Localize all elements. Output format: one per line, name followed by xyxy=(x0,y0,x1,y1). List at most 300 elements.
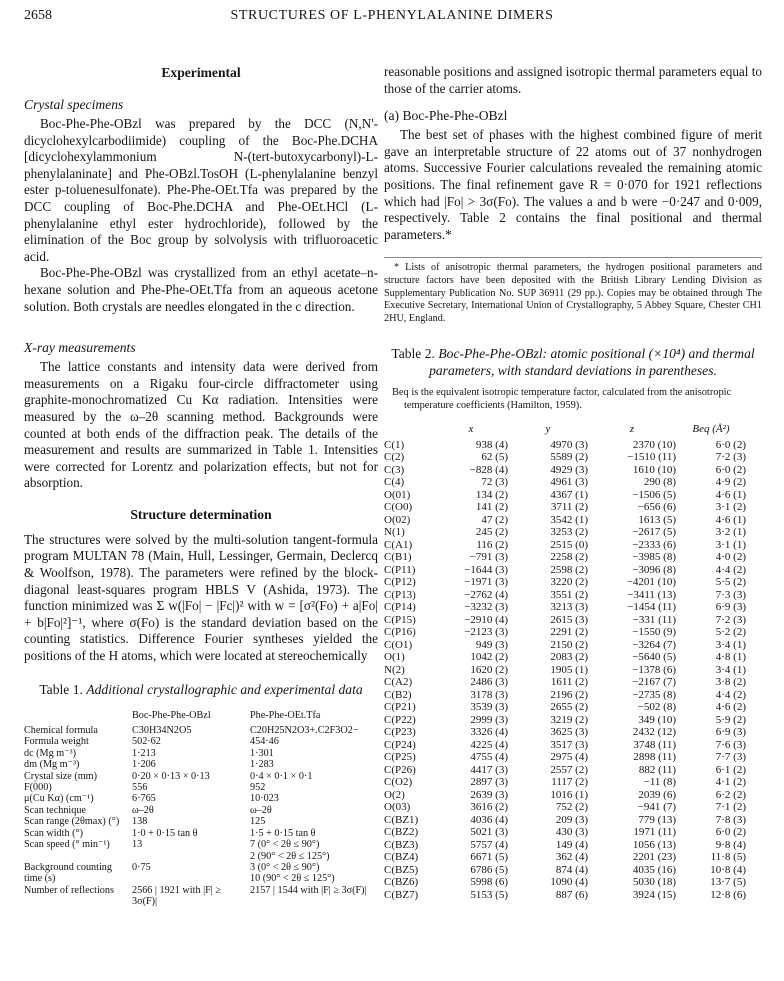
page-number: 2658 xyxy=(24,8,52,23)
table1-cell: μ(Cu Kα) (cm⁻¹) xyxy=(24,793,94,805)
table2-cell: 4·4 (2) xyxy=(715,563,746,576)
table2-cell: 2557 (2) xyxy=(550,763,588,776)
table1-cell: 1·206 xyxy=(132,759,156,771)
table2-cell: 1613 (5) xyxy=(638,513,676,526)
table2-cell: 2432 (12) xyxy=(632,726,676,739)
table2-col-header: y xyxy=(545,422,551,435)
table2-atom-label: C(P14) xyxy=(384,601,416,614)
table2-atom-label: O(1) xyxy=(384,651,405,664)
table1-cell: 1·5 + 0·15 tan θ xyxy=(250,827,316,839)
paragraph-continued: reasonable positions and assigned isotropic thermal parameters equal to those of the carrier atoms. xyxy=(384,64,762,96)
table2-cell: 10·8 (4) xyxy=(710,863,746,876)
table2-cell: 2039 (6) xyxy=(638,788,676,801)
table2-row xyxy=(384,564,746,577)
table1-row xyxy=(24,816,378,827)
table2-cell: 62 (5) xyxy=(481,451,508,464)
table2-cell: 3·1 (2) xyxy=(715,501,746,514)
table2-cell: 6·0 (2) xyxy=(715,438,746,451)
table2-cell: −4201 (10) xyxy=(626,576,676,589)
table2-cell: 9·8 (4) xyxy=(715,838,746,851)
table2-cell: 4035 (16) xyxy=(632,863,676,876)
running-title: STRUCTURES OF L-PHENYLALANINE DIMERS xyxy=(230,8,554,23)
table1-row xyxy=(24,759,378,770)
table2-cell: 874 (4) xyxy=(555,863,588,876)
table2-atom-label: C(P22) xyxy=(384,713,416,726)
table2-row xyxy=(384,551,746,564)
paragraph-xray: The lattice constants and intensity data were derived from measurements on a Rigaku four-circle diffractometer using graphite-monochromatized Cu Kα radiation. Intensities were measured by the ω–2θ scanning method. Backgrounds were counted at both ends of the diffraction peak. The details of the measurement and results are summarized in Table 1. Intensities were corrected for Lorentz and polarization effects, but not for absorption. xyxy=(24,359,378,491)
table2-row xyxy=(384,701,746,714)
table2-row xyxy=(384,651,746,664)
table2-cell: −828 (4) xyxy=(469,463,508,476)
table2-row xyxy=(384,764,746,777)
table2-cell: 12·8 (6) xyxy=(710,888,746,901)
table2-cell: 1117 (2) xyxy=(551,776,588,789)
table1-row xyxy=(24,828,378,839)
table2-cell: 3539 (3) xyxy=(470,701,508,714)
table2-cell: 2083 (2) xyxy=(550,651,588,664)
paragraph-crystallization: Boc-Phe-Phe-OBzl was crystallized from an ethyl acetate–n-hexane solution and Phe-Phe-OEt.Tfa from an aqueous acetone solution. Both crystals are needles elongated in the c direction. xyxy=(24,265,378,314)
table2-cell: 209 (3) xyxy=(555,813,588,826)
table2-row xyxy=(384,889,746,902)
table2-atom-label: C(O1) xyxy=(384,638,413,651)
table2-cell: −3096 (8) xyxy=(632,563,676,576)
table2-cell: 949 (3) xyxy=(475,638,508,651)
table1-cell: 125 xyxy=(250,816,266,828)
table2-cell: 7·2 (3) xyxy=(715,451,746,464)
table2-cell: 134 (2) xyxy=(475,488,508,501)
table2-cell: 1971 (11) xyxy=(633,826,676,839)
table2-cell: −2910 (4) xyxy=(464,613,508,626)
table2-cell: 3219 (2) xyxy=(550,713,588,726)
table2-col-header: Beq (Å²) xyxy=(692,422,730,435)
table1-row xyxy=(24,771,378,782)
table2-cell: −1644 (3) xyxy=(464,563,508,576)
table2-cell: 2897 (3) xyxy=(470,776,508,789)
table2-row xyxy=(384,814,746,827)
table2-row xyxy=(384,601,746,614)
table2-cell: 3178 (3) xyxy=(470,688,508,701)
section-title-experimental: Experimental xyxy=(161,65,241,80)
table1-cell: dc (Mg m⁻³) xyxy=(24,747,77,759)
paragraph-structure-a: The best set of phases with the highest combined figure of merit gave an interpretable structure of 22 atoms out of 37 nonhydrogen atoms. Successive Fourier calculations revealed the remaining atomic positions. The final refinement gave R = 0·070 for 1921 reflections which had |Fo| > 3σ(Fo). The values a and b were −0·247 and 0·009, respectively. Table 2 contains the final positional and thermal parameters.* xyxy=(384,127,762,242)
table1-cell: 6·765 xyxy=(132,793,156,805)
table2-row xyxy=(384,464,746,477)
table2-cell: 2370 (10) xyxy=(632,438,676,451)
table2-cell: 3220 (2) xyxy=(550,576,588,589)
table2-cell: −2123 (3) xyxy=(464,626,508,639)
table2-cell: −941 (7) xyxy=(637,801,676,814)
table2-atom-label: C(3) xyxy=(384,463,405,476)
table2-atom-label: O(02) xyxy=(384,513,411,526)
table2-atom-label: N(1) xyxy=(384,526,405,539)
footnote-deposit: * Lists of anisotropic thermal parameters, the hydrogen positional parameters and structure factors have been deposited with the British Library Lending Division as Supplementary Publication No. SUP 36911 (29 pp.). Copies may be obtained through The Executive Secretary, International Union of Crystallography, 5 Abbey Square, Chester CH1 2HU, England. xyxy=(384,257,762,325)
table2-row xyxy=(384,739,746,752)
table2-cell: 4036 (4) xyxy=(470,813,508,826)
table2-row xyxy=(384,851,746,864)
table2-cell: −791 (3) xyxy=(469,551,508,564)
table1-row xyxy=(24,862,378,885)
table2-cell: 6·0 (2) xyxy=(715,463,746,476)
table1-cell: ω–2θ xyxy=(250,804,272,816)
table2-cell: 7·8 (3) xyxy=(715,813,746,826)
table1-cell: 10·023 xyxy=(250,793,279,805)
table2-cell: 7·1 (2) xyxy=(715,801,746,814)
table2-cell: −1971 (3) xyxy=(464,576,508,589)
table2-cell: −1378 (6) xyxy=(632,663,676,676)
table1-col-header: Phe-Phe-OEt.Tfa xyxy=(250,709,321,721)
table2-atom-label: C(P25) xyxy=(384,751,416,764)
table2-atom-label: C(P16) xyxy=(384,626,416,639)
table2-cell: 3542 (1) xyxy=(550,513,588,526)
table2-cell: 1016 (1) xyxy=(550,788,588,801)
table1-cell: 2566 | 1921 with |F| ≥ 3σ(F)| xyxy=(132,884,221,908)
table2-row xyxy=(384,689,746,702)
table1-cell: 2157 | 1544 with |F| ≥ 3σ(F)| xyxy=(250,884,367,896)
table2-atom-label: C(P26) xyxy=(384,763,416,776)
table2-cell: 2258 (2) xyxy=(550,551,588,564)
table2-atom-label: C(P15) xyxy=(384,613,416,626)
table2-row xyxy=(384,501,746,514)
table1-row xyxy=(24,736,378,747)
table2-atom-label: C(B2) xyxy=(384,688,412,701)
table2-cell: 7·6 (3) xyxy=(715,738,746,751)
table2-caption xyxy=(384,345,762,379)
table2-row xyxy=(384,839,746,852)
table2-cell: 4961 (3) xyxy=(550,476,588,489)
table2-cell: −1454 (11) xyxy=(627,601,676,614)
table1-cell: 138 xyxy=(132,816,148,828)
table2-cell: 3253 (2) xyxy=(550,526,588,539)
table2-cell: 3517 (3) xyxy=(550,738,588,751)
table2-atom-label: C(1) xyxy=(384,438,405,451)
table1-cell: 454·46 xyxy=(250,736,279,748)
section-title-structure-determination: Structure determination xyxy=(130,506,272,522)
table2-cell: 3213 (3) xyxy=(550,601,588,614)
table2-row xyxy=(384,676,746,689)
table2-cell: 362 (4) xyxy=(555,851,588,864)
table1-cell: 1·0 + 0·15 tan θ xyxy=(132,827,198,839)
table2-cell: 2486 (3) xyxy=(470,676,508,689)
table2-cell: 13·7 (5) xyxy=(710,876,746,889)
table1-caption-text: Additional crystallographic and experimental data xyxy=(86,681,363,697)
table1-cell: Scan width (°) xyxy=(24,827,83,839)
table2-cell: −2735 (8) xyxy=(632,688,676,701)
table2-atom-label: C(O0) xyxy=(384,501,413,514)
table2-cell: 47 (2) xyxy=(481,513,508,526)
table2-atom-label: C(P13) xyxy=(384,588,416,601)
table2-cell: −2762 (4) xyxy=(464,588,508,601)
table2-cell: 3625 (3) xyxy=(550,726,588,739)
table1-cell: Chemical formula xyxy=(24,725,98,737)
table2-col-header: x xyxy=(468,422,474,435)
table2-cell: 2291 (2) xyxy=(550,626,588,639)
table1-cell: 1·301 xyxy=(250,747,274,759)
table1-cell: C20H25N2O3+.C2F3O2− xyxy=(250,725,359,737)
table2-cell: 938 (4) xyxy=(475,438,508,451)
table2-col-header: z xyxy=(629,422,635,435)
table2-atom-label: O(2) xyxy=(384,788,405,801)
table2-cell: 4·6 (1) xyxy=(715,488,746,501)
table2-cell: 141 (2) xyxy=(475,501,508,514)
table2-row xyxy=(384,539,746,552)
table2-row xyxy=(384,826,746,839)
table2-cell: 4·9 (2) xyxy=(715,476,746,489)
table2-atom-label: C(P23) xyxy=(384,726,416,739)
paragraph-crystal-preparation: Boc-Phe-Phe-OBzl was prepared by the DCC (N,N'-dicyclohexylcarbodiimide) coupling of the Boc-Phe.DCHA [dicyclohexylammonium N-(tert-butoxycarbonyl)-L-phenylalaninate] and Phe-OBzl.TosOH (L-phenylalanine benzyl ester p-toluenesulfonate). Phe-Phe-OEt.Tfa was prepared by the DCC coupling of Boc-Phe.DCHA and Phe-OEt.HCl (L-phenylalanine ethyl ester hydrochloride), followed by the elimination of the Boc group by solvolysis with trifluoroacetic acid. xyxy=(24,116,378,264)
table2-caption-prefix: Table 2. xyxy=(391,346,435,362)
table1-cell: 1·213 xyxy=(132,747,156,759)
table2 xyxy=(384,423,746,902)
running-header xyxy=(24,8,760,30)
table1-row xyxy=(24,839,378,862)
table2-cell: 1611 (2) xyxy=(550,676,588,689)
table1-row xyxy=(24,782,378,793)
table2-note: Beq is the equivalent isotropic temperature factor, calculated from the anisotropic temperature coefficients (Hamilton, 1959). xyxy=(392,387,732,412)
table2-cell: 2150 (2) xyxy=(550,638,588,651)
table1-header-row xyxy=(24,710,378,725)
paragraph-structure-determination: The structures were solved by the multi-solution tangent-formula program MULTAN 78 (Main, Hull, Lessinger, Germain, Declercq & Woolfson, 1978). The parameters were refined by the block-diagonal least-squares program HBLS V (Ashida, 1973). The function minimized was Σ w(|Fo| − |Fc|)² with w = [σ²(Fo) + a|Fo| + b|Fo|²]⁻¹, where σ(Fo) is the standard deviation based on the counting statistics. Difference Fourier syntheses yielded the positions of the H atoms, which were located at stereochemically xyxy=(24,531,378,664)
table2-atom-label: C(2) xyxy=(384,451,405,464)
table2-atom-label: N(2) xyxy=(384,663,405,676)
table2-cell: 4929 (3) xyxy=(550,463,588,476)
table2-row xyxy=(384,514,746,527)
table2-atom-label: C(4) xyxy=(384,476,405,489)
table2-cell: −1506 (5) xyxy=(632,488,676,501)
table2-cell: 1905 (1) xyxy=(550,663,588,676)
table2-atom-label: C(P21) xyxy=(384,701,416,714)
table2-cell: 4367 (1) xyxy=(550,488,588,501)
table1-row xyxy=(24,748,378,759)
table2-cell: 349 (10) xyxy=(638,713,676,726)
table2-row xyxy=(384,876,746,889)
table2-cell: 6·1 (2) xyxy=(715,763,746,776)
table2-cell: 290 (8) xyxy=(643,476,676,489)
table2-cell: 6·2 (2) xyxy=(715,788,746,801)
table2-col-header xyxy=(384,423,434,439)
table1-col-header xyxy=(24,710,132,725)
table1-caption-prefix: Table 1. xyxy=(39,681,83,697)
table2-row xyxy=(384,576,746,589)
table2-cell: 6·0 (2) xyxy=(715,826,746,839)
table2-cell: 2639 (3) xyxy=(470,788,508,801)
table2-atom-label: C(O2) xyxy=(384,776,413,789)
table2-cell: 779 (13) xyxy=(638,813,676,826)
table2-atom-label: C(BZ6) xyxy=(384,876,419,889)
table2-cell: 4·4 (2) xyxy=(715,688,746,701)
table2-cell: 3·8 (2) xyxy=(715,676,746,689)
table2-cell: −502 (8) xyxy=(637,701,676,714)
table2-cell: 2615 (3) xyxy=(550,613,588,626)
heading-xray-measurements: X-ray measurements xyxy=(24,340,136,356)
table1-cell: C30H34N2O5 xyxy=(132,725,192,737)
table1-cell: 3 (0° < 2θ ≤ 90°) 10 (90° < 2θ ≤ 125°) xyxy=(250,861,335,885)
table2-cell: 4·6 (1) xyxy=(715,513,746,526)
table2-cell: 3924 (15) xyxy=(632,888,676,901)
table2-cell: 2975 (4) xyxy=(550,751,588,764)
table1-row xyxy=(24,793,378,804)
table2-cell: −2167 (7) xyxy=(632,676,676,689)
table2-cell: 149 (4) xyxy=(555,838,588,851)
table2-row xyxy=(384,751,746,764)
table2-cell: 1620 (2) xyxy=(470,663,508,676)
table2-cell: 1056 (13) xyxy=(632,838,676,851)
heading-boc-phe-phe-obzl: (a) Boc-Phe-Phe-OBzl xyxy=(384,108,508,124)
table2-atom-label: C(BZ4) xyxy=(384,851,419,864)
table2-cell: 5021 (3) xyxy=(470,826,508,839)
table2-atom-label: O(01) xyxy=(384,488,411,501)
table1-cell: Scan range (2θmax) (°) xyxy=(24,816,120,828)
table2-cell: 1610 (10) xyxy=(632,463,676,476)
table1-caption xyxy=(24,681,378,698)
table2-cell: 3326 (4) xyxy=(470,726,508,739)
table2-cell: 7·2 (3) xyxy=(715,613,746,626)
table2-cell: 5998 (6) xyxy=(470,876,508,889)
table1-cell: 502·62 xyxy=(132,736,161,748)
table2-cell: 6786 (5) xyxy=(470,863,508,876)
table1-col-header: Boc-Phe-Phe-OBzl xyxy=(132,709,211,721)
table2-cell: 5·9 (2) xyxy=(715,713,746,726)
table2-caption-text: Boc-Phe-Phe-OBzl: atomic positional (×10⁴) and thermal parameters, with standard deviations in parentheses. xyxy=(429,346,755,379)
table2-cell: 7·7 (3) xyxy=(715,751,746,764)
left-column xyxy=(24,64,378,908)
table1-cell: dm (Mg m⁻³) xyxy=(24,759,80,771)
table2-row xyxy=(384,589,746,602)
table2-cell: 6·9 (3) xyxy=(715,601,746,614)
table2-cell: 5757 (4) xyxy=(470,838,508,851)
table2-cell: 72 (3) xyxy=(481,476,508,489)
table2-cell: 4·6 (2) xyxy=(715,701,746,714)
table2-atom-label: C(BZ2) xyxy=(384,826,419,839)
table1-cell: 0·4 × 0·1 × 0·1 xyxy=(250,770,313,782)
table2-row xyxy=(384,451,746,464)
table2-cell: −5640 (5) xyxy=(632,651,676,664)
table2-cell: 3711 (2) xyxy=(550,501,588,514)
table2-cell: 3748 (11) xyxy=(633,738,676,751)
table2-cell: 2898 (11) xyxy=(633,751,676,764)
table2-cell: 2515 (0) xyxy=(550,538,588,551)
table2-atom-label: C(BZ1) xyxy=(384,813,419,826)
table2-row xyxy=(384,489,746,502)
table2-cell: 752 (2) xyxy=(555,801,588,814)
table2-cell: 2201 (23) xyxy=(632,851,676,864)
table2-row xyxy=(384,664,746,677)
table1-cell: 0·75 xyxy=(132,861,151,873)
table2-atom-label: C(BZ5) xyxy=(384,863,419,876)
table2-row xyxy=(384,714,746,727)
table2-cell: −3232 (3) xyxy=(464,601,508,614)
table1-row xyxy=(24,805,378,816)
table2-row xyxy=(384,789,746,802)
table2-cell: 430 (3) xyxy=(555,826,588,839)
table2-row xyxy=(384,476,746,489)
table1-cell: Background counting time (s) xyxy=(24,861,112,885)
table2-cell: 116 (2) xyxy=(476,538,508,551)
table2-cell: −3411 (13) xyxy=(627,588,676,601)
table2-row xyxy=(384,801,746,814)
table1-cell: 556 xyxy=(132,782,148,794)
table2-cell: 4225 (4) xyxy=(470,738,508,751)
table2-cell: 5·2 (2) xyxy=(715,626,746,639)
table2-cell: 4970 (3) xyxy=(550,438,588,451)
table2-atom-label: C(A1) xyxy=(384,538,413,551)
table2-atom-label: C(P11) xyxy=(384,563,416,576)
table2-row xyxy=(384,614,746,627)
table1 xyxy=(24,710,378,908)
table2-cell: 1090 (4) xyxy=(550,876,588,889)
table2-cell: 3·4 (1) xyxy=(715,663,746,676)
table2-cell: 3·2 (1) xyxy=(715,526,746,539)
table2-cell: 4417 (3) xyxy=(470,763,508,776)
table2-atom-label: C(A2) xyxy=(384,676,413,689)
table2-cell: 7·3 (3) xyxy=(715,588,746,601)
table1-cell: Scan speed (° min⁻¹) xyxy=(24,839,110,851)
table2-cell: 11·8 (5) xyxy=(710,851,746,864)
table2-cell: 3·1 (1) xyxy=(715,538,746,551)
table2-row xyxy=(384,639,746,652)
table2-cell: −656 (6) xyxy=(637,501,676,514)
table2-cell: 4·0 (2) xyxy=(715,551,746,564)
table1-cell: 7 (0° < 2θ ≤ 90°) 2 (90° < 2θ ≤ 125°) xyxy=(250,839,330,862)
table2-cell: −331 (11) xyxy=(632,613,676,626)
heading-crystal-specimens: Crystal specimens xyxy=(24,97,124,112)
table1-cell: F(000) xyxy=(24,782,52,794)
table2-cell: −3264 (7) xyxy=(632,638,676,651)
table2-cell: 6·9 (3) xyxy=(715,726,746,739)
table1-row xyxy=(24,725,378,736)
table2-atom-label: C(P12) xyxy=(384,576,416,589)
table2-row xyxy=(384,526,746,539)
table2-cell: 3616 (2) xyxy=(470,801,508,814)
table2-cell: −2617 (5) xyxy=(632,526,676,539)
table1-row xyxy=(24,885,378,908)
table2-row xyxy=(384,626,746,639)
table1-cell: 13 xyxy=(132,839,143,851)
table1-cell: 952 xyxy=(250,782,266,794)
table2-cell: 2655 (2) xyxy=(550,701,588,714)
table2-atom-label: O(03) xyxy=(384,801,411,814)
table2-cell: −2333 (6) xyxy=(632,538,676,551)
table2-row xyxy=(384,726,746,739)
table2-cell: 4·8 (1) xyxy=(715,651,746,664)
table2-atom-label: C(BZ3) xyxy=(384,838,419,851)
table2-atom-label: C(B1) xyxy=(384,551,412,564)
table2-row xyxy=(384,864,746,877)
table2-cell: 2999 (3) xyxy=(470,713,508,726)
table2-atom-label: C(BZ7) xyxy=(384,888,419,901)
table2-cell: −3985 (8) xyxy=(632,551,676,564)
table2-cell: 1042 (2) xyxy=(470,651,508,664)
table2-cell: 3551 (2) xyxy=(550,588,588,601)
table2-cell: 4755 (4) xyxy=(470,751,508,764)
table1-cell: Formula weight xyxy=(24,736,89,748)
table2-row xyxy=(384,776,746,789)
table2-cell: 6671 (5) xyxy=(470,851,508,864)
table2-atom-label: C(P24) xyxy=(384,738,416,751)
table2-cell: 5·5 (2) xyxy=(715,576,746,589)
table1-cell: Number of reflections xyxy=(24,884,114,896)
table2-cell: 5030 (18) xyxy=(632,876,676,889)
table2-cell: 5153 (5) xyxy=(470,888,508,901)
table1-cell: Scan technique xyxy=(24,804,86,816)
table2-cell: 3·4 (1) xyxy=(715,638,746,651)
table2-cell: 245 (2) xyxy=(475,526,508,539)
table2-cell: −1510 (11) xyxy=(627,451,676,464)
table2-cell: −11 (8) xyxy=(643,776,676,789)
table1-cell: Crystal size (mm) xyxy=(24,770,97,782)
table2-row xyxy=(384,439,746,452)
table2-cell: 887 (6) xyxy=(555,888,588,901)
table2-cell: 4·1 (2) xyxy=(715,776,746,789)
